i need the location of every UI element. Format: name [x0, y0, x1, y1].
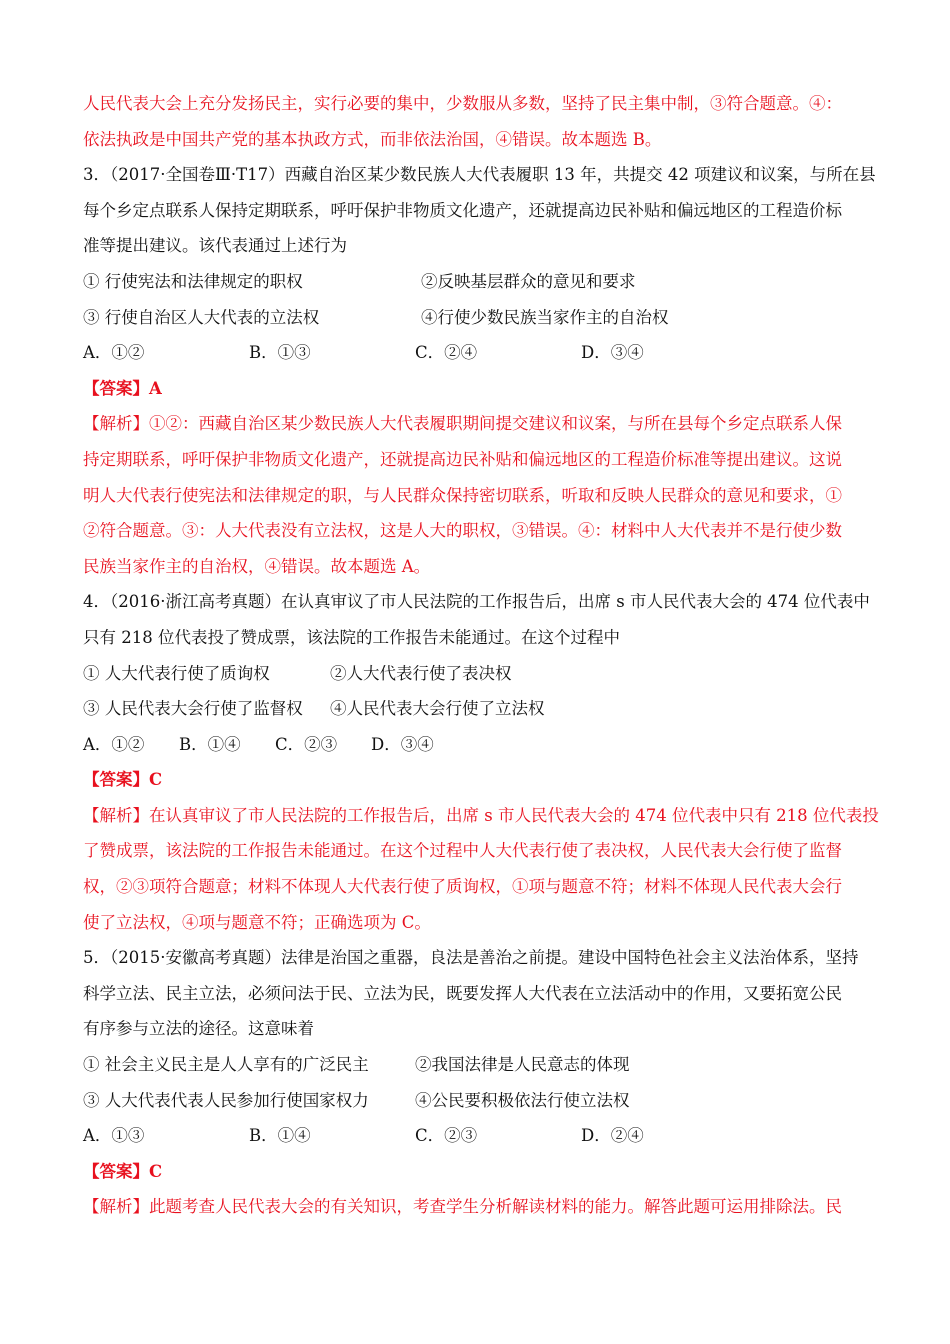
q5-stem-line: 科学立法、民主立法，必须问法于民、立法为民，既要发挥人大代表在立法活动中的作用，又要拓宽公民 — [83, 983, 842, 1003]
q5-stem-line: 5．（2015·安徽高考真题）法律是治国之重器，良法是善治之前提。建设中国特色社会主义法治体系，坚持 — [83, 948, 859, 968]
q4-stem-line: 只有 218 位代表投了赞成票，该法院的工作报告未能通过。在这个过程中 — [83, 627, 620, 647]
q2-analysis-line: 人民代表大会上充分发扬民主，实行必要的集中，少数服从多数，坚持了民主集中制，③符合题意。④： — [83, 94, 842, 113]
q5-item: ④公民要积极依法行使立法权 — [415, 1090, 630, 1110]
q4-item: ②人大代表行使了表决权 — [330, 663, 512, 683]
q3-item: ③ 行使自治区人大代表的立法权 — [83, 307, 320, 327]
q3-stem-line: 准等提出建议。该代表通过上述行为 — [83, 236, 347, 256]
q5-option-b: B．①④ — [249, 1126, 311, 1146]
q4-analysis-line: 了赞成票，该法院的工作报告未能通过。在这个过程中人大代表行使了表决权，人民代表大会行使了监督 — [83, 841, 842, 861]
q4-item: ① 人大代表行使了质询权 — [83, 663, 270, 683]
q4-items-row — [83, 691, 873, 727]
q3-stem-line: 每个乡定点联系人保持定期联系，呼吁保护非物质文化遗产，还就提高边民补贴和偏远地区的工程造价标 — [83, 200, 842, 220]
q5-items-row — [83, 1083, 873, 1119]
q5-answer: 【答案】C — [83, 1161, 163, 1181]
q5-option-c: C．②③ — [415, 1126, 478, 1146]
q3-analysis-line: 民族当家作主的自治权，④错误。故本题选 A。 — [83, 556, 431, 576]
q4-option-d: D．③④ — [371, 734, 434, 754]
q4-items-row — [83, 656, 873, 692]
q3-items-row — [83, 264, 873, 300]
q3-answer: 【答案】A — [83, 378, 162, 398]
q4-analysis-line: 使了立法权，④项与题意不符；正确选项为 C。 — [83, 912, 431, 932]
q3-analysis-line: 【解析】①②：西藏自治区某少数民族人大代表履职期间提交建议和议案，与所在县每个乡定点联系人保 — [83, 414, 842, 434]
q3-option-d: D．③④ — [581, 343, 644, 363]
q2-analysis-line: 依法执政是中国共产党的基本执政方式，而非依法治国，④错误。故本题选 B。 — [83, 129, 662, 149]
q3-item: ②反映基层群众的意见和要求 — [421, 271, 636, 291]
q3-item: ① 行使宪法和法律规定的职权 — [83, 271, 303, 291]
q4-item: ④人民代表大会行使了立法权 — [330, 699, 545, 719]
q5-item: ②我国法律是人民意志的体现 — [415, 1055, 630, 1075]
q5-stem-line: 有序参与立法的途径。这意味着 — [83, 1019, 314, 1039]
q3-option-a: A．①② — [83, 343, 145, 363]
q4-option-a: A．①② — [83, 734, 145, 754]
q3-option-c: C．②④ — [415, 343, 478, 363]
q3-options-row — [83, 335, 873, 371]
q3-stem-line: 3．（2017·全国卷Ⅲ·T17）西藏自治区某少数民族人大代表履职 13 年，共提交 42 项建议和议案，与所在县 — [83, 165, 876, 185]
q3-analysis-line: ②符合题意。③：人大代表没有立法权，这是人大的职权，③错误。④：材料中人大代表并不是行使少数 — [83, 521, 842, 541]
q4-options-row — [83, 727, 873, 763]
q3-analysis-line: 持定期联系，呼吁保护非物质文化遗产，还就提高边民补贴和偏远地区的工程造价标准等提出建议。这说 — [83, 449, 842, 469]
q4-item: ③ 人民代表大会行使了监督权 — [83, 699, 303, 719]
q5-analysis-line: 【解析】此题考查人民代表大会的有关知识，考查学生分析解读材料的能力。解答此题可运用排除法。民 — [83, 1197, 842, 1217]
q3-analysis-line: 明人大代表行使宪法和法律规定的职，与人民群众保持密切联系，听取和反映人民群众的意见和要求，① — [83, 485, 842, 505]
q3-item: ④行使少数民族当家作主的自治权 — [421, 307, 669, 327]
q4-analysis-line: 【解析】在认真审议了市人民法院的工作报告后，出席 s 市人民代表大会的 474 位代表中只有 218 位代表投 — [83, 805, 879, 825]
q5-option-d: D．②④ — [581, 1126, 644, 1146]
q5-items-row — [83, 1047, 873, 1083]
q4-option-c: C．②③ — [275, 734, 338, 754]
q3-items-row — [83, 300, 873, 336]
q5-options-row — [83, 1118, 873, 1154]
q5-option-a: A．①③ — [83, 1126, 145, 1146]
q4-stem-line: 4．（2016·浙江高考真题）在认真审议了市人民法院的工作报告后，出席 s 市人民代表大会的 474 位代表中 — [83, 592, 870, 612]
q4-analysis-line: 权，②③项符合题意；材料不体现人大代表行使了质询权，①项与题意不符；材料不体现人民代表大会行 — [83, 877, 842, 897]
q4-option-b: B．①④ — [179, 734, 241, 754]
q5-item: ③ 人大代表代表人民参加行使国家权力 — [83, 1090, 369, 1110]
q5-item: ① 社会主义民主是人人享有的广泛民主 — [83, 1055, 369, 1075]
q3-option-b: B．①③ — [249, 343, 311, 363]
q4-answer: 【答案】C — [83, 770, 163, 790]
document-page — [83, 86, 879, 1225]
